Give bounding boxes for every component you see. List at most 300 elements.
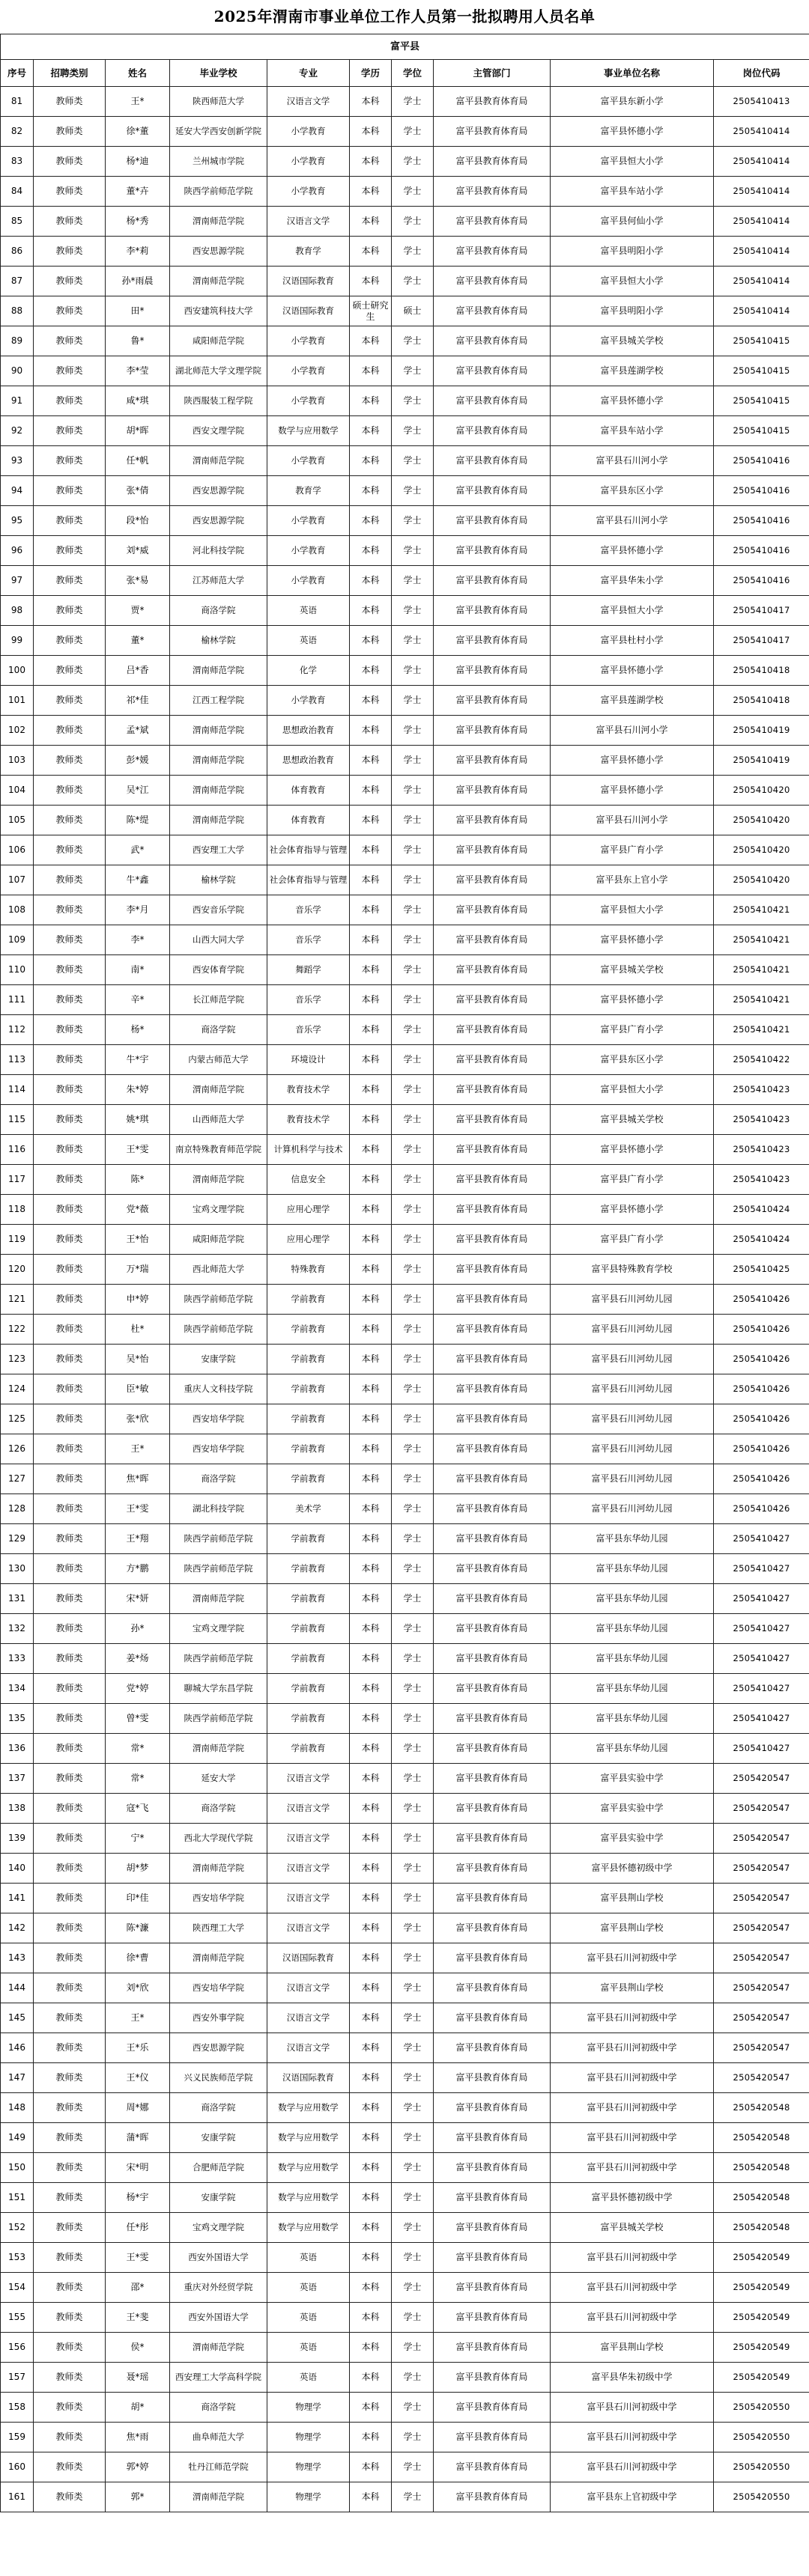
- education-cell: 本科: [350, 1374, 392, 1404]
- department-cell: 富平县教育体育局: [434, 2333, 551, 2363]
- school-cell: 陕西师范大学: [170, 87, 267, 117]
- education-cell: 本科: [350, 386, 392, 416]
- post-code-cell: 2505410418: [714, 686, 809, 716]
- school-cell: 河北科技学院: [170, 536, 267, 566]
- major-cell: 汉语国际教育: [267, 296, 350, 326]
- seq-cell: 142: [1, 1913, 34, 1943]
- school-cell: 渭南师范学院: [170, 1075, 267, 1105]
- table-row: [1, 686, 809, 716]
- education-cell: 本科: [350, 985, 392, 1015]
- seq-cell: 153: [1, 2243, 34, 2273]
- table-row: [1, 2482, 809, 2512]
- school-cell: 西安音乐学院: [170, 895, 267, 925]
- education-cell: 本科: [350, 835, 392, 865]
- unit-cell: 富平县石川河初级中学: [551, 2093, 714, 2123]
- degree-cell: 学士: [392, 2452, 434, 2482]
- school-cell: 陕西服装工程学院: [170, 386, 267, 416]
- name-cell: 蒲*晖: [106, 2123, 170, 2153]
- school-cell: 陕西学前师范学院: [170, 177, 267, 207]
- degree-cell: 学士: [392, 1434, 434, 1464]
- degree-cell: 学士: [392, 2273, 434, 2303]
- name-cell: 任*彤: [106, 2213, 170, 2243]
- education-cell: 本科: [350, 1764, 392, 1794]
- unit-cell: 富平县城关学校: [551, 2213, 714, 2243]
- unit-cell: 富平县东华幼儿园: [551, 1674, 714, 1704]
- unit-cell: 富平县怀德初级中学: [551, 2183, 714, 2213]
- unit-cell: 富平县石川河初级中学: [551, 2452, 714, 2482]
- major-cell: 英语: [267, 2243, 350, 2273]
- post-code-cell: 2505410426: [714, 1315, 809, 1345]
- category-cell: 教师类: [34, 1644, 106, 1674]
- school-cell: 江苏师范大学: [170, 566, 267, 596]
- education-cell: 本科: [350, 1884, 392, 1913]
- table-row: [1, 2393, 809, 2423]
- school-cell: 山西师范大学: [170, 1105, 267, 1135]
- education-cell: 本科: [350, 1464, 392, 1494]
- seq-cell: 156: [1, 2333, 34, 2363]
- table-row: [1, 117, 809, 147]
- department-cell: 富平县教育体育局: [434, 1644, 551, 1674]
- major-cell: 汉语国际教育: [267, 1943, 350, 1973]
- seq-cell: 134: [1, 1674, 34, 1704]
- table-row: [1, 536, 809, 566]
- name-cell: 焦*雨: [106, 2423, 170, 2452]
- department-cell: 富平县教育体育局: [434, 2303, 551, 2333]
- education-cell: 本科: [350, 925, 392, 955]
- degree-cell: 学士: [392, 2333, 434, 2363]
- header-cell: 事业单位名称: [551, 60, 714, 87]
- post-code-cell: 2505410415: [714, 356, 809, 386]
- education-cell: 本科: [350, 506, 392, 536]
- header-cell: 毕业学校: [170, 60, 267, 87]
- category-cell: 教师类: [34, 1854, 106, 1884]
- seq-cell: 146: [1, 2033, 34, 2063]
- header-cell: 学位: [392, 60, 434, 87]
- name-cell: 孙*雨晨: [106, 267, 170, 296]
- category-cell: 教师类: [34, 2183, 106, 2213]
- education-cell: 本科: [350, 1135, 392, 1165]
- unit-cell: 富平县荆山学校: [551, 1884, 714, 1913]
- post-code-cell: 2505420548: [714, 2183, 809, 2213]
- name-cell: 寇*飞: [106, 1794, 170, 1824]
- education-cell: 本科: [350, 356, 392, 386]
- unit-cell: 富平县石川河幼儿园: [551, 1404, 714, 1434]
- education-cell: 本科: [350, 117, 392, 147]
- degree-cell: 学士: [392, 2153, 434, 2183]
- school-cell: 重庆人文科技学院: [170, 1374, 267, 1404]
- unit-cell: 富平县东区小学: [551, 476, 714, 506]
- category-cell: 教师类: [34, 2423, 106, 2452]
- education-cell: 本科: [350, 1315, 392, 1345]
- unit-cell: 富平县广育小学: [551, 1015, 714, 1045]
- unit-cell: 富平县石川河初级中学: [551, 2393, 714, 2423]
- name-cell: 贾*: [106, 596, 170, 626]
- major-cell: 学前教育: [267, 1584, 350, 1614]
- name-cell: 王*: [106, 87, 170, 117]
- name-cell: 李*莹: [106, 356, 170, 386]
- department-cell: 富平县教育体育局: [434, 1225, 551, 1255]
- category-cell: 教师类: [34, 925, 106, 955]
- seq-cell: 94: [1, 476, 34, 506]
- school-cell: 商洛学院: [170, 1015, 267, 1045]
- school-cell: 宝鸡文理学院: [170, 1614, 267, 1644]
- post-code-cell: 2505410426: [714, 1374, 809, 1404]
- seq-cell: 93: [1, 446, 34, 476]
- major-cell: 小学教育: [267, 566, 350, 596]
- degree-cell: 学士: [392, 2063, 434, 2093]
- table-row: [1, 1434, 809, 1464]
- seq-cell: 89: [1, 326, 34, 356]
- major-cell: 数学与应用数学: [267, 2213, 350, 2243]
- unit-cell: 富平县石川河初级中学: [551, 2423, 714, 2452]
- school-cell: 合肥师范学院: [170, 2153, 267, 2183]
- table-row: [1, 1794, 809, 1824]
- department-cell: 富平县教育体育局: [434, 716, 551, 746]
- post-code-cell: 2505420549: [714, 2303, 809, 2333]
- name-cell: 彭*媛: [106, 746, 170, 776]
- seq-cell: 115: [1, 1105, 34, 1135]
- post-code-cell: 2505410426: [714, 1285, 809, 1315]
- category-cell: 教师类: [34, 985, 106, 1015]
- table-row: [1, 626, 809, 656]
- category-cell: 教师类: [34, 1015, 106, 1045]
- table-row: [1, 416, 809, 446]
- school-cell: 咸阳师范学院: [170, 326, 267, 356]
- department-cell: 富平县教育体育局: [434, 1674, 551, 1704]
- department-cell: 富平县教育体育局: [434, 955, 551, 985]
- department-cell: 富平县教育体育局: [434, 626, 551, 656]
- name-cell: 臣*敏: [106, 1374, 170, 1404]
- degree-cell: 学士: [392, 87, 434, 117]
- degree-cell: 学士: [392, 1135, 434, 1165]
- unit-cell: 富平县石川河初级中学: [551, 2243, 714, 2273]
- category-cell: 教师类: [34, 1554, 106, 1584]
- major-cell: 体育教育: [267, 806, 350, 835]
- post-code-cell: 2505410422: [714, 1045, 809, 1075]
- degree-cell: 学士: [392, 1554, 434, 1584]
- seq-cell: 126: [1, 1434, 34, 1464]
- header-cell: 主管部门: [434, 60, 551, 87]
- name-cell: 杨*迪: [106, 147, 170, 177]
- name-cell: 胡*: [106, 2393, 170, 2423]
- seq-cell: 157: [1, 2363, 34, 2393]
- major-cell: 信息安全: [267, 1165, 350, 1195]
- school-cell: 西安培华学院: [170, 1884, 267, 1913]
- degree-cell: 学士: [392, 716, 434, 746]
- major-cell: 物理学: [267, 2482, 350, 2512]
- seq-cell: 138: [1, 1794, 34, 1824]
- table-row: [1, 865, 809, 895]
- category-cell: 教师类: [34, 1285, 106, 1315]
- degree-cell: 学士: [392, 2243, 434, 2273]
- table-row: [1, 1374, 809, 1404]
- table-row: [1, 566, 809, 596]
- education-cell: 本科: [350, 1913, 392, 1943]
- table-row: [1, 386, 809, 416]
- department-cell: 富平县教育体育局: [434, 117, 551, 147]
- education-cell: 本科: [350, 776, 392, 806]
- degree-cell: 学士: [392, 865, 434, 895]
- school-cell: 商洛学院: [170, 596, 267, 626]
- education-cell: 本科: [350, 177, 392, 207]
- degree-cell: 学士: [392, 1404, 434, 1434]
- major-cell: 汉语言文学: [267, 1824, 350, 1854]
- seq-cell: 158: [1, 2393, 34, 2423]
- name-cell: 王*雯: [106, 1494, 170, 1524]
- category-cell: 教师类: [34, 267, 106, 296]
- unit-cell: 富平县明阳小学: [551, 237, 714, 267]
- major-cell: 学前教育: [267, 1464, 350, 1494]
- seq-cell: 91: [1, 386, 34, 416]
- table-row: [1, 1135, 809, 1165]
- post-code-cell: 2505420550: [714, 2452, 809, 2482]
- major-cell: 学前教育: [267, 1374, 350, 1404]
- major-cell: 英语: [267, 2273, 350, 2303]
- department-cell: 富平县教育体育局: [434, 2213, 551, 2243]
- table-row: [1, 2123, 809, 2153]
- school-cell: 曲阜师范大学: [170, 2423, 267, 2452]
- degree-cell: 学士: [392, 1704, 434, 1734]
- degree-cell: 学士: [392, 1614, 434, 1644]
- degree-cell: 学士: [392, 1973, 434, 2003]
- seq-cell: 140: [1, 1854, 34, 1884]
- department-cell: 富平县教育体育局: [434, 1704, 551, 1734]
- seq-cell: 112: [1, 1015, 34, 1045]
- table-row: [1, 177, 809, 207]
- seq-cell: 87: [1, 267, 34, 296]
- department-cell: 富平县教育体育局: [434, 446, 551, 476]
- post-code-cell: 2505410415: [714, 416, 809, 446]
- post-code-cell: 2505410421: [714, 955, 809, 985]
- education-cell: 本科: [350, 1015, 392, 1045]
- education-cell: 本科: [350, 656, 392, 686]
- school-cell: 渭南师范学院: [170, 716, 267, 746]
- education-cell: 本科: [350, 237, 392, 267]
- category-cell: 教师类: [34, 776, 106, 806]
- education-cell: 本科: [350, 2243, 392, 2273]
- degree-cell: 学士: [392, 416, 434, 446]
- unit-cell: 富平县怀德小学: [551, 386, 714, 416]
- department-cell: 富平县教育体育局: [434, 566, 551, 596]
- table-row: [1, 1225, 809, 1255]
- school-cell: 湖北科技学院: [170, 1494, 267, 1524]
- seq-cell: 137: [1, 1764, 34, 1794]
- table-row: [1, 1015, 809, 1045]
- post-code-cell: 2505410413: [714, 87, 809, 117]
- department-cell: 富平县教育体育局: [434, 686, 551, 716]
- seq-cell: 102: [1, 716, 34, 746]
- school-cell: 渭南师范学院: [170, 656, 267, 686]
- school-cell: 宝鸡文理学院: [170, 2213, 267, 2243]
- name-cell: 王*雯: [106, 1135, 170, 1165]
- education-cell: 本科: [350, 1704, 392, 1734]
- unit-cell: 富平县莲湖学校: [551, 686, 714, 716]
- category-cell: 教师类: [34, 1614, 106, 1644]
- major-cell: 汉语言文学: [267, 2033, 350, 2063]
- degree-cell: 学士: [392, 895, 434, 925]
- unit-cell: 富平县华朱初级中学: [551, 2363, 714, 2393]
- seq-cell: 107: [1, 865, 34, 895]
- school-cell: 陕西学前师范学院: [170, 1285, 267, 1315]
- unit-cell: 富平县石川河幼儿园: [551, 1315, 714, 1345]
- degree-cell: 学士: [392, 835, 434, 865]
- category-cell: 教师类: [34, 416, 106, 446]
- post-code-cell: 2505410415: [714, 386, 809, 416]
- unit-cell: 富平县石川河幼儿园: [551, 1494, 714, 1524]
- name-cell: 申*婷: [106, 1285, 170, 1315]
- unit-cell: 富平县东华幼儿园: [551, 1704, 714, 1734]
- table-row: [1, 1943, 809, 1973]
- major-cell: 应用心理学: [267, 1195, 350, 1225]
- seq-cell: 85: [1, 207, 34, 237]
- name-cell: 宁*: [106, 1824, 170, 1854]
- major-cell: 汉语言文学: [267, 1764, 350, 1794]
- name-cell: 杨*: [106, 1015, 170, 1045]
- category-cell: 教师类: [34, 1075, 106, 1105]
- education-cell: 本科: [350, 2213, 392, 2243]
- school-cell: 兰州城市学院: [170, 147, 267, 177]
- department-cell: 富平县教育体育局: [434, 2482, 551, 2512]
- unit-cell: 富平县实验中学: [551, 1824, 714, 1854]
- name-cell: 党*婷: [106, 1674, 170, 1704]
- department-cell: 富平县教育体育局: [434, 1973, 551, 2003]
- major-cell: 小学教育: [267, 506, 350, 536]
- education-cell: 本科: [350, 536, 392, 566]
- school-cell: 咸阳师范学院: [170, 1225, 267, 1255]
- table-row: [1, 476, 809, 506]
- school-cell: 西安培华学院: [170, 1973, 267, 2003]
- unit-cell: 富平县车站小学: [551, 416, 714, 446]
- unit-cell: 富平县石川河小学: [551, 806, 714, 835]
- major-cell: 教育学: [267, 476, 350, 506]
- table-row: [1, 1195, 809, 1225]
- school-cell: 西安理工大学高科学院: [170, 2363, 267, 2393]
- education-cell: 本科: [350, 2273, 392, 2303]
- school-cell: 湖北师范大学文理学院: [170, 356, 267, 386]
- school-cell: 西安培华学院: [170, 1404, 267, 1434]
- name-cell: 董*卉: [106, 177, 170, 207]
- seq-cell: 119: [1, 1225, 34, 1255]
- school-cell: 南京特殊教育师范学院: [170, 1135, 267, 1165]
- school-cell: 宝鸡文理学院: [170, 1195, 267, 1225]
- major-cell: 数学与应用数学: [267, 2183, 350, 2213]
- post-code-cell: 2505420547: [714, 1913, 809, 1943]
- school-cell: 西北师范大学: [170, 1255, 267, 1285]
- education-cell: 本科: [350, 1614, 392, 1644]
- school-cell: 陕西理工大学: [170, 1913, 267, 1943]
- table-row: [1, 267, 809, 296]
- table-row: [1, 1045, 809, 1075]
- major-cell: 小学教育: [267, 326, 350, 356]
- unit-cell: 富平县石川河幼儿园: [551, 1285, 714, 1315]
- major-cell: 英语: [267, 596, 350, 626]
- department-cell: 富平县教育体育局: [434, 1794, 551, 1824]
- post-code-cell: 2505410414: [714, 237, 809, 267]
- category-cell: 教师类: [34, 2033, 106, 2063]
- degree-cell: 学士: [392, 356, 434, 386]
- education-cell: 本科: [350, 626, 392, 656]
- category-cell: 教师类: [34, 2363, 106, 2393]
- seq-cell: 154: [1, 2273, 34, 2303]
- post-code-cell: 2505420548: [714, 2093, 809, 2123]
- education-cell: 本科: [350, 1734, 392, 1764]
- department-cell: 富平县教育体育局: [434, 237, 551, 267]
- degree-cell: 学士: [392, 1045, 434, 1075]
- category-cell: 教师类: [34, 1734, 106, 1764]
- name-cell: 王*: [106, 2003, 170, 2033]
- table-row: [1, 925, 809, 955]
- department-cell: 富平县教育体育局: [434, 1943, 551, 1973]
- department-cell: 富平县教育体育局: [434, 506, 551, 536]
- school-cell: 商洛学院: [170, 1464, 267, 1494]
- major-cell: 英语: [267, 626, 350, 656]
- name-cell: 陈*濂: [106, 1913, 170, 1943]
- seq-cell: 108: [1, 895, 34, 925]
- name-cell: 李*莉: [106, 237, 170, 267]
- department-cell: 富平县教育体育局: [434, 1105, 551, 1135]
- degree-cell: 学士: [392, 2033, 434, 2063]
- unit-cell: 富平县广育小学: [551, 1225, 714, 1255]
- unit-cell: 富平县石川河初级中学: [551, 2273, 714, 2303]
- post-code-cell: 2505410423: [714, 1135, 809, 1165]
- education-cell: 本科: [350, 207, 392, 237]
- name-cell: 侯*: [106, 2333, 170, 2363]
- education-cell: 本科: [350, 1255, 392, 1285]
- education-cell: 本科: [350, 1644, 392, 1674]
- seq-cell: 81: [1, 87, 34, 117]
- unit-cell: 富平县石川河小学: [551, 716, 714, 746]
- seq-cell: 151: [1, 2183, 34, 2213]
- seq-cell: 103: [1, 746, 34, 776]
- degree-cell: 学士: [392, 1884, 434, 1913]
- table-row: [1, 1345, 809, 1374]
- table-row: [1, 1315, 809, 1345]
- school-cell: 西安外国语大学: [170, 2243, 267, 2273]
- education-cell: 本科: [350, 1524, 392, 1554]
- school-cell: 重庆对外经贸学院: [170, 2273, 267, 2303]
- school-cell: 西北大学现代学院: [170, 1824, 267, 1854]
- name-cell: 胡*梦: [106, 1854, 170, 1884]
- table-row: [1, 2063, 809, 2093]
- post-code-cell: 2505410420: [714, 806, 809, 835]
- school-cell: 西安思源学院: [170, 2033, 267, 2063]
- department-cell: 富平县教育体育局: [434, 326, 551, 356]
- degree-cell: 学士: [392, 267, 434, 296]
- table-row: [1, 2213, 809, 2243]
- major-cell: 小学教育: [267, 386, 350, 416]
- degree-cell: 学士: [392, 566, 434, 596]
- seq-cell: 139: [1, 1824, 34, 1854]
- major-cell: 音乐学: [267, 1015, 350, 1045]
- table-row: [1, 985, 809, 1015]
- unit-cell: 富平县荆山学校: [551, 1973, 714, 2003]
- category-cell: 教师类: [34, 1135, 106, 1165]
- education-cell: 本科: [350, 1285, 392, 1315]
- seq-cell: 100: [1, 656, 34, 686]
- table-row: [1, 2363, 809, 2393]
- school-cell: 渭南师范学院: [170, 2482, 267, 2512]
- category-cell: 教师类: [34, 1404, 106, 1434]
- department-cell: 富平县教育体育局: [434, 1195, 551, 1225]
- post-code-cell: 2505410427: [714, 1554, 809, 1584]
- major-cell: 物理学: [267, 2423, 350, 2452]
- department-cell: 富平县教育体育局: [434, 177, 551, 207]
- seq-cell: 150: [1, 2153, 34, 2183]
- category-cell: 教师类: [34, 626, 106, 656]
- school-cell: 长江师范学院: [170, 985, 267, 1015]
- unit-cell: 富平县恒大小学: [551, 267, 714, 296]
- department-cell: 富平县教育体育局: [434, 1524, 551, 1554]
